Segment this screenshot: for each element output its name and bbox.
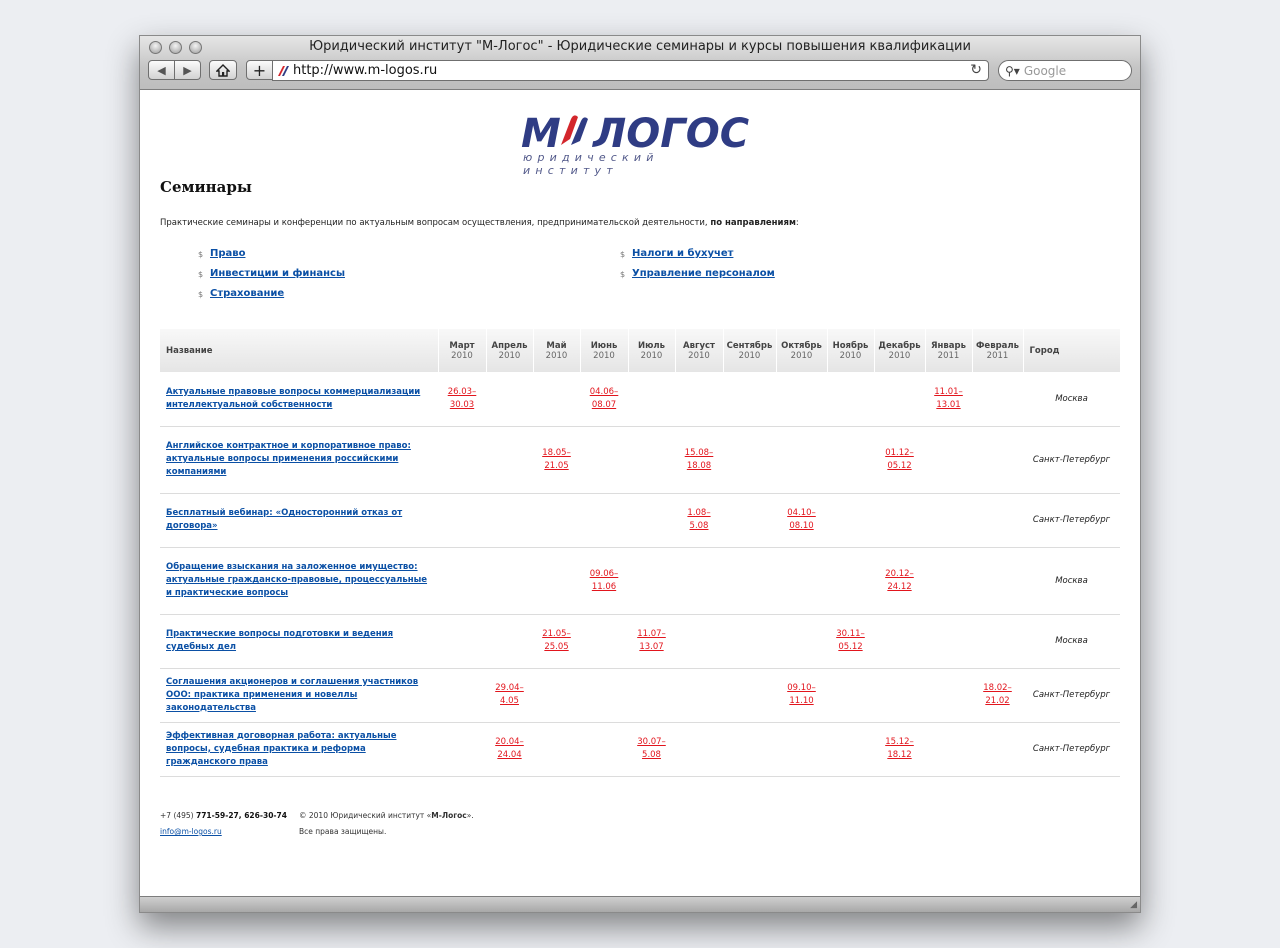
city-cell: Москва — [1023, 372, 1120, 426]
date-start: 11.07– — [637, 629, 666, 639]
month-cell — [874, 372, 925, 426]
seminar-name-cell — [160, 372, 438, 426]
back-button[interactable] — [148, 60, 175, 80]
table-row — [160, 426, 1120, 493]
page-content — [140, 90, 1140, 896]
seminar-date-link[interactable] — [637, 629, 666, 652]
month-name: Декабрь — [878, 340, 921, 351]
month-cell — [972, 547, 1023, 614]
date-end: 11.06 — [591, 581, 617, 592]
bullet-icon: $ — [620, 270, 626, 279]
city-cell: Санкт-Петербург — [1023, 426, 1120, 493]
month-column-header — [675, 329, 723, 372]
month-cell — [827, 614, 874, 668]
month-year: 2010 — [688, 350, 710, 361]
copyright-suffix: ». — [466, 811, 474, 820]
month-cell — [580, 493, 628, 547]
bullet-icon: $ — [620, 250, 626, 259]
site-logo[interactable] — [521, 107, 761, 177]
month-cell — [580, 426, 628, 493]
month-cell — [580, 614, 628, 668]
month-year: 2010 — [839, 350, 862, 361]
home-icon — [216, 64, 230, 77]
month-cell — [827, 722, 874, 776]
month-cell — [580, 668, 628, 722]
month-year: 2010 — [498, 350, 521, 361]
seminar-date-link[interactable] — [934, 387, 963, 410]
seminar-date-link[interactable] — [448, 387, 477, 410]
search-icon: ⚲▾ — [1005, 63, 1020, 78]
direction-investments-link[interactable]: Инвестиции и финансы — [210, 268, 345, 279]
date-start: 09.10– — [787, 683, 816, 693]
month-name: Январь — [931, 340, 966, 351]
seminar-name-cell — [160, 426, 438, 493]
month-cell — [486, 493, 533, 547]
date-start: 18.02– — [983, 683, 1012, 693]
title-bar — [140, 36, 1140, 90]
direction-taxes-link[interactable]: Налоги и бухучет — [632, 248, 734, 259]
intro-bold: по направлениям — [710, 218, 796, 228]
month-cell — [776, 547, 827, 614]
footer-rights: Все права защищены. — [299, 827, 387, 836]
search-field[interactable] — [998, 60, 1132, 81]
logo-wordmark-icon — [521, 107, 761, 155]
seminar-date-link[interactable] — [836, 629, 865, 652]
direction-law-link[interactable]: Право — [210, 248, 246, 259]
month-name: Май — [546, 340, 567, 351]
month-cell — [533, 493, 580, 547]
seminar-date-link[interactable] — [495, 737, 524, 760]
table-body — [160, 372, 1120, 776]
date-end: 18.12 — [887, 750, 912, 760]
month-cell — [628, 722, 675, 776]
footer-copyright — [299, 811, 474, 820]
bullet-icon: $ — [198, 290, 204, 299]
direction-insurance-link[interactable]: Страхование — [210, 288, 285, 299]
month-cell — [972, 372, 1023, 426]
browser-window — [139, 35, 1141, 913]
month-cell — [486, 547, 533, 614]
nav-buttons — [148, 60, 201, 80]
seminar-title-link[interactable]: Обращение взыскания на заложенное имущество: актуальные гражданско-правовые, процессуальные и практические вопросы — [166, 562, 428, 598]
month-cell — [874, 668, 925, 722]
intro-end: : — [795, 218, 799, 228]
copyright-name: М-Логос — [431, 811, 467, 820]
table-header-row — [160, 329, 1120, 372]
month-cell — [533, 668, 580, 722]
copyright-prefix: © 2010 Юридический институт « — [299, 811, 432, 820]
svg-text:ЛОГОС: ЛОГОС — [593, 111, 750, 155]
intro-main: Практические семинары и конференции по актуальным вопросам осуществления, предпринимательской деятельности, — [160, 218, 711, 228]
month-cell — [723, 547, 776, 614]
month-cell — [580, 372, 628, 426]
month-cell — [874, 426, 925, 493]
seminars-table — [160, 329, 1120, 777]
month-name: Ноябрь — [832, 340, 869, 351]
month-cell — [972, 668, 1023, 722]
resize-grip-icon[interactable]: ◢ — [1130, 900, 1137, 910]
month-cell — [925, 426, 972, 493]
date-end: 05.12 — [887, 460, 912, 471]
month-cell — [972, 722, 1023, 776]
month-cell — [675, 668, 723, 722]
date-start: 18.05– — [542, 447, 571, 458]
seminar-title-link[interactable]: Эффективная договорная работа: актуальные вопросы, судебная практика и реформа гражданского права — [166, 730, 397, 767]
logo-tagline: юридический институт — [523, 151, 659, 177]
month-cell — [874, 722, 925, 776]
city-cell: Санкт-Петербург — [1023, 722, 1120, 776]
month-cell — [486, 722, 533, 776]
phone-numbers: 771-59-27, 626-30-74 — [196, 811, 287, 820]
month-cell — [675, 614, 723, 668]
month-year: 2010 — [738, 350, 761, 361]
date-end: 05.12 — [838, 642, 863, 652]
month-cell — [776, 722, 827, 776]
month-name: Февраль — [976, 340, 1019, 351]
month-cell — [438, 614, 486, 668]
seminar-date-link[interactable] — [542, 629, 571, 652]
month-cell — [874, 493, 925, 547]
svg-text:М: М — [521, 111, 561, 155]
table-row — [160, 372, 1120, 426]
seminar-date-link[interactable] — [787, 683, 816, 706]
month-cell — [675, 426, 723, 493]
month-cell — [628, 372, 675, 426]
seminar-date-link[interactable] — [590, 569, 619, 592]
month-cell — [827, 493, 874, 547]
search-placeholder: Google — [1023, 63, 1067, 78]
month-name: Сентябрь — [726, 340, 773, 351]
bullet-icon: $ — [198, 250, 204, 259]
reload-icon[interactable]: ↻ — [970, 62, 982, 78]
date-start: 20.12– — [885, 568, 914, 579]
month-cell — [628, 614, 675, 668]
month-cell — [776, 372, 827, 426]
table-row — [160, 493, 1120, 547]
month-cell — [438, 547, 486, 614]
date-start: 29.04– — [495, 683, 524, 693]
month-cell — [776, 493, 827, 547]
month-cell — [925, 722, 972, 776]
seminar-date-link[interactable] — [542, 448, 571, 471]
table-row — [160, 668, 1120, 722]
date-start: 30.11– — [836, 629, 865, 639]
month-cell — [580, 722, 628, 776]
city-cell: Москва — [1023, 547, 1120, 614]
month-cell — [776, 426, 827, 493]
month-cell — [675, 372, 723, 426]
month-cell — [925, 547, 972, 614]
name-column-header: Название — [160, 329, 438, 372]
month-cell — [438, 722, 486, 776]
date-start: 01.12– — [885, 447, 914, 458]
month-cell — [438, 493, 486, 547]
url-text: http://www.m-logos.ru — [293, 63, 438, 78]
date-end: 5.08 — [689, 521, 709, 531]
seminar-date-link[interactable] — [983, 683, 1012, 706]
forward-arrow-icon: ▶ — [183, 63, 192, 77]
date-start: 04.06– — [589, 386, 619, 397]
month-cell — [486, 668, 533, 722]
month-cell — [827, 668, 874, 722]
month-cell — [972, 614, 1023, 668]
seminar-title-link[interactable]: Английское контрактное и корпоративное право: актуальные вопросы применения российскими компаниями — [166, 441, 411, 477]
month-year: 2010 — [640, 350, 663, 361]
month-cell — [438, 668, 486, 722]
month-cell — [874, 547, 925, 614]
month-year: 2011 — [937, 350, 960, 361]
seminar-date-link[interactable] — [495, 683, 524, 706]
month-column-header — [628, 329, 675, 372]
month-cell — [925, 668, 972, 722]
month-column-header — [438, 329, 486, 372]
seminar-name-cell — [160, 722, 438, 776]
seminar-date-link[interactable] — [885, 569, 914, 592]
month-column-header — [925, 329, 972, 372]
month-cell — [486, 372, 533, 426]
month-year: 2010 — [593, 350, 615, 361]
seminar-date-link[interactable] — [637, 737, 666, 760]
month-cell — [723, 426, 776, 493]
seminar-name-cell — [160, 668, 438, 722]
month-cell — [628, 426, 675, 493]
month-cell — [533, 426, 580, 493]
month-name: Август — [683, 340, 715, 351]
month-cell — [533, 614, 580, 668]
month-name: Март — [449, 340, 475, 351]
month-cell — [827, 547, 874, 614]
date-end: 24.04 — [497, 750, 522, 760]
bullet-icon: $ — [198, 270, 204, 279]
plus-icon: + — [252, 60, 267, 80]
month-year: 2011 — [986, 350, 1009, 361]
month-cell — [533, 372, 580, 426]
date-end: 21.02 — [985, 696, 1010, 706]
month-year: 2010 — [545, 350, 568, 361]
month-column-header — [827, 329, 874, 372]
home-button[interactable] — [209, 60, 237, 80]
date-start: 11.01– — [934, 386, 963, 397]
seminar-title-link[interactable]: Актуальные правовые вопросы коммерциализации интеллектуальной собственности — [166, 386, 421, 410]
month-year: 2010 — [451, 350, 473, 361]
month-cell — [972, 493, 1023, 547]
month-cell — [776, 668, 827, 722]
back-arrow-icon: ◀ — [157, 63, 166, 77]
month-name: Октябрь — [781, 340, 822, 351]
date-start: 1.08– — [687, 508, 711, 518]
footer-phone — [160, 811, 287, 820]
month-year: 2010 — [790, 350, 813, 361]
month-column-header — [580, 329, 628, 372]
month-cell — [675, 547, 723, 614]
month-column-header — [533, 329, 580, 372]
month-cell — [723, 614, 776, 668]
add-bookmark-button[interactable] — [246, 60, 273, 80]
seminar-date-link[interactable] — [590, 387, 619, 410]
month-cell — [486, 614, 533, 668]
date-start: 09.06– — [589, 568, 619, 579]
month-cell — [533, 722, 580, 776]
date-end: 21.05 — [544, 460, 569, 471]
table-row — [160, 547, 1120, 614]
month-cell — [675, 722, 723, 776]
date-start: 30.07– — [637, 737, 666, 747]
month-cell — [628, 668, 675, 722]
city-cell: Санкт-Петербург — [1023, 493, 1120, 547]
month-column-header — [972, 329, 1023, 372]
seminar-date-link[interactable] — [885, 448, 914, 471]
date-start: 15.12– — [885, 737, 914, 747]
month-cell — [723, 668, 776, 722]
month-cell — [628, 547, 675, 614]
date-start: 20.04– — [495, 737, 524, 747]
seminar-title-link[interactable]: Бесплатный вебинар: «Односторонний отказ от договора» — [166, 508, 403, 531]
table-row — [160, 614, 1120, 668]
site-favicon-icon — [277, 65, 290, 77]
date-end: 30.03 — [449, 399, 475, 410]
city-cell: Санкт-Петербург — [1023, 668, 1120, 722]
date-end: 25.05 — [544, 642, 569, 652]
forward-button[interactable] — [175, 60, 201, 80]
month-column-header — [723, 329, 776, 372]
month-cell — [533, 547, 580, 614]
intro-text — [160, 218, 799, 228]
month-cell — [580, 547, 628, 614]
seminar-name-cell — [160, 547, 438, 614]
month-cell — [438, 372, 486, 426]
month-cell — [925, 372, 972, 426]
city-cell: Москва — [1023, 614, 1120, 668]
window-title: Юридический институт "М-Логос" - Юридические семинары и курсы повышения квалификации — [309, 39, 971, 54]
month-cell — [925, 493, 972, 547]
table-row — [160, 722, 1120, 776]
date-end: 13.07 — [639, 642, 664, 652]
month-cell — [675, 493, 723, 547]
seminar-date-link[interactable] — [685, 448, 714, 471]
month-cell — [438, 426, 486, 493]
date-start: 04.10– — [787, 508, 816, 518]
date-end: 24.12 — [887, 581, 912, 592]
seminar-name-cell — [160, 493, 438, 547]
month-name: Июль — [638, 340, 665, 351]
month-cell — [723, 493, 776, 547]
date-start: 15.08– — [684, 447, 714, 458]
date-end: 5.08 — [642, 750, 661, 760]
month-cell — [628, 493, 675, 547]
month-name: Апрель — [491, 340, 528, 351]
date-end: 08.10 — [789, 521, 814, 531]
month-column-header — [776, 329, 827, 372]
month-cell — [972, 426, 1023, 493]
date-end: 08.07 — [591, 399, 617, 410]
phone-prefix: +7 (495) — [160, 811, 196, 820]
page-title: Семинары — [160, 178, 252, 196]
status-bar — [140, 896, 1140, 912]
month-cell — [827, 426, 874, 493]
seminar-date-link[interactable] — [687, 508, 710, 531]
month-column-header — [874, 329, 925, 372]
seminar-title-link[interactable]: Практические вопросы подготовки и ведения судебных дел — [166, 629, 394, 652]
seminar-date-link[interactable] — [885, 737, 914, 760]
month-year: 2010 — [888, 350, 911, 361]
month-cell — [874, 614, 925, 668]
date-end: 11.10 — [789, 696, 814, 706]
seminar-date-link[interactable] — [787, 508, 816, 531]
direction-hr-link[interactable]: Управление персоналом — [632, 268, 775, 279]
date-start: 26.03– — [447, 386, 477, 397]
month-cell — [723, 372, 776, 426]
address-bar[interactable] — [272, 60, 989, 81]
date-end: 4.05 — [500, 696, 519, 706]
month-cell — [776, 614, 827, 668]
city-column-header: Город — [1023, 329, 1120, 372]
seminar-name-cell — [160, 614, 438, 668]
seminar-title-link[interactable]: Соглашения акционеров и соглашения участников ООО: практика применения и новеллы законодательства — [166, 676, 419, 713]
month-cell — [723, 722, 776, 776]
footer-email-link[interactable]: info@m-logos.ru — [160, 827, 222, 836]
month-cell — [486, 426, 533, 493]
date-end: 18.08 — [686, 460, 712, 471]
date-end: 13.01 — [936, 399, 961, 410]
date-start: 21.05– — [542, 629, 571, 639]
month-column-header — [486, 329, 533, 372]
month-cell — [827, 372, 874, 426]
month-cell — [925, 614, 972, 668]
month-name: Июнь — [590, 340, 618, 351]
